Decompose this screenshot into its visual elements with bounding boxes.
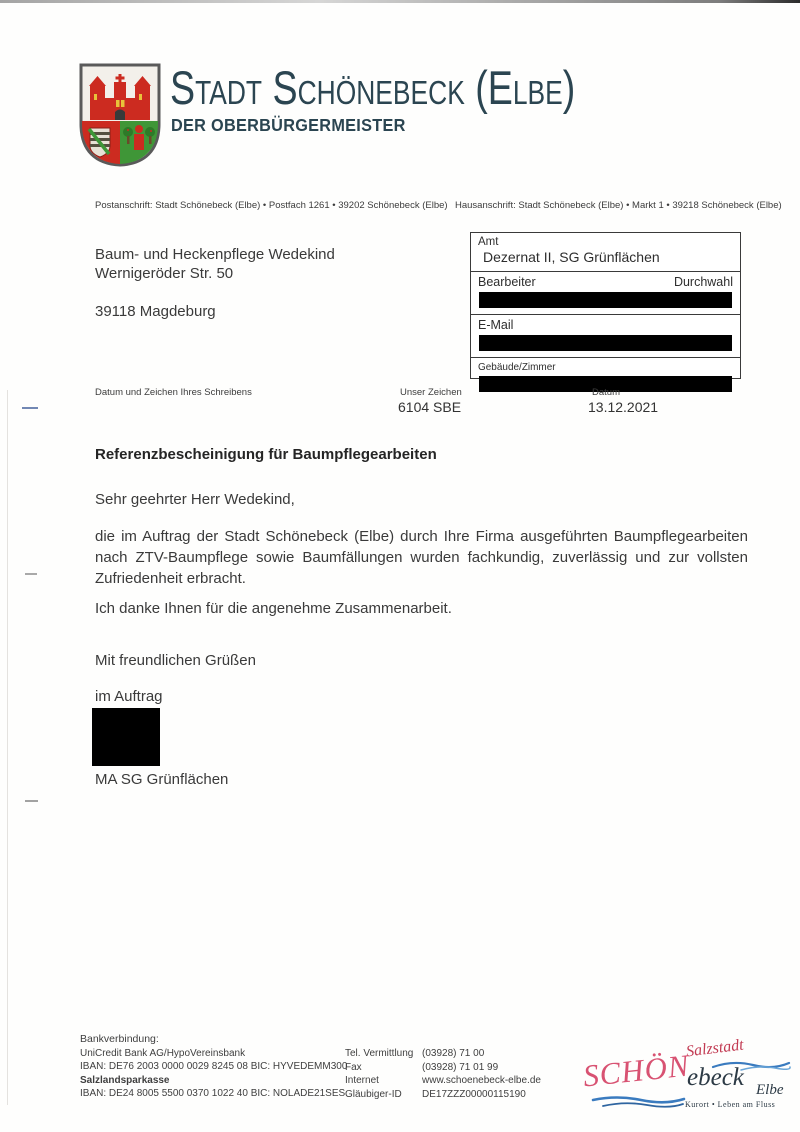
contact-label: Fax — [345, 1061, 362, 1073]
wave-icon — [591, 1095, 686, 1109]
contact-row — [345, 1047, 541, 1061]
coat-of-arms-icon — [78, 62, 162, 168]
bank-heading: Bankverbindung: — [80, 1033, 159, 1045]
signer-role: MA SG Grünflächen — [95, 771, 229, 788]
recipient-street: Wernigeröder Str. 50 — [95, 265, 234, 282]
fold-mark — [25, 573, 37, 575]
redacted-signature — [92, 708, 160, 766]
bank-line: IBAN: DE24 8005 5500 0370 1022 40 BIC: NOLADE21SES — [80, 1088, 346, 1099]
amt-label: Amt — [478, 236, 499, 248]
email-label: E-Mail — [478, 318, 514, 332]
redacted-bearbeiter-value — [479, 292, 732, 308]
mayor-subtitle: DER OBERBÜRGERMEISTER — [171, 115, 406, 135]
postal-address-line: Postanschrift: Stadt Schönebeck (Elbe) • Postfach 1261 • 39202 Schönebeck (Elbe) — [95, 200, 448, 211]
durchwahl-label: Durchwahl — [673, 275, 733, 289]
salutation: Sehr geehrter Herr Wedekind, — [95, 491, 295, 508]
info-row-bearbeiter — [471, 271, 740, 314]
contact-details-block — [345, 1047, 541, 1101]
date-label: Datum — [592, 387, 620, 398]
recipient-city: 39118 Magdeburg — [95, 303, 216, 320]
fold-mark — [22, 407, 38, 409]
city-logo — [581, 1036, 793, 1112]
bank-details-block — [80, 1033, 347, 1101]
scan-line-artifact — [7, 390, 8, 1105]
recipient-gap — [95, 283, 335, 302]
contact-value: DE17ZZZ00000115190 — [422, 1088, 526, 1100]
logo-ebeck-text: ebeck — [687, 1064, 744, 1091]
paragraph-2: Ich danke Ihnen für die angenehme Zusammenarbeit. — [95, 600, 452, 617]
contact-value: www.schoenebeck-elbe.de — [422, 1075, 541, 1086]
bank-line: UniCredit Bank AG/HypoVereinsbank — [80, 1047, 246, 1059]
paragraph-1: die im Auftrag der Stadt Schönebeck (Elbe) durch Ihre Firma ausgeführten Baumpflegearbeiten nach ZTV-Baumpflege sowie Baumfällungen wurden fachkundig, zuverlässig und zur vollsten Zufriedenheit erbracht. — [95, 528, 748, 587]
contact-row — [345, 1061, 541, 1075]
contact-row — [345, 1088, 541, 1102]
amt-value: Dezernat II, SG Grünflächen — [483, 249, 660, 265]
logo-elbe-text: Elbe — [756, 1082, 784, 1098]
visiting-address-line: Hausanschrift: Stadt Schönebeck (Elbe) • Markt 1 • 39218 Schönebeck (Elbe) — [455, 200, 782, 211]
city-title: Stadt Schönebeck (Elbe) — [170, 61, 576, 114]
contact-value: (03928) 71 01 99 — [422, 1061, 499, 1073]
contact-value: (03928) 71 00 — [422, 1048, 485, 1059]
logo-tagline: Kurort • Leben am Fluss — [685, 1100, 776, 1109]
our-ref-value: 6104 SBE — [398, 399, 462, 415]
recipient-name: Baum- und Heckenpflege Wedekind — [95, 246, 335, 263]
our-ref-label: Unser Zeichen — [400, 387, 462, 398]
contact-row — [345, 1074, 541, 1088]
office-info-box — [470, 232, 741, 379]
bank-line: Salzlandsparkasse — [80, 1074, 170, 1086]
room-label: Gebäude/Zimmer — [478, 361, 556, 373]
your-ref-label: Datum und Zeichen Ihres Schreibens — [95, 387, 252, 398]
closing-line: Mit freundlichen Grüßen — [95, 652, 256, 669]
bearbeiter-label: Bearbeiter — [478, 275, 536, 289]
contact-label: Gläubiger-ID — [345, 1088, 402, 1100]
contact-label: Internet — [345, 1075, 379, 1086]
redacted-email-value — [479, 335, 732, 351]
logo-schoen-text: SCHÖN — [581, 1047, 692, 1094]
info-row-amt — [471, 233, 740, 271]
scan-edge-artifact — [0, 0, 800, 3]
fold-mark — [25, 800, 38, 802]
info-row-email — [471, 314, 740, 357]
subject-line: Referenzbescheinigung für Baumpflegearbeiten — [95, 446, 437, 463]
date-value: 13.12.2021 — [588, 399, 659, 415]
on-behalf-line: im Auftrag — [95, 688, 163, 705]
recipient-address-block — [95, 245, 335, 321]
bank-line: IBAN: DE76 2003 0000 0029 8245 08 BIC: HYVEDEMM300 — [80, 1061, 348, 1072]
contact-label: Tel. Vermittlung — [345, 1048, 414, 1059]
logo-salzstadt-text: Salzstadt — [685, 1036, 745, 1061]
